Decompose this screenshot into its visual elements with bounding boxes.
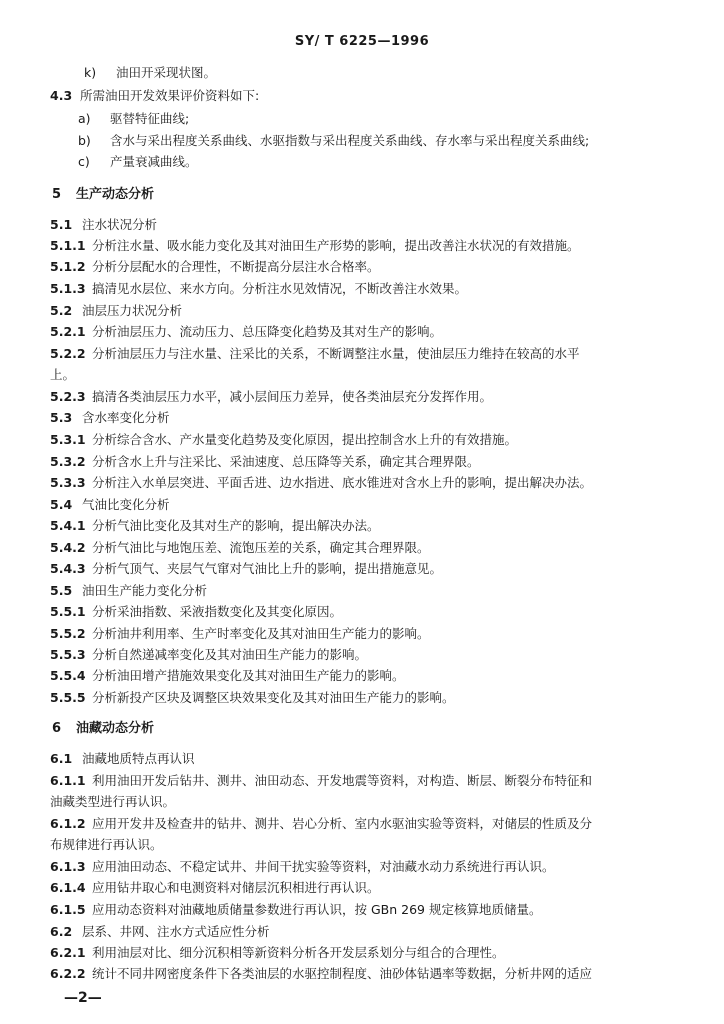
clause-6-2-1: 6.2.1 利用油层对比、细分沉积相等新资料分析各开发层系划分与组合的合理性。 [50,945,505,960]
section-5-heading: 5 生产动态分析 [52,187,155,202]
clause-5-4: 5.4 气油比变化分析 [50,497,170,512]
clause-6-1-2: 6.1.2 应用开发井及检查井的钻井、测井、岩心分析、室内水驱油实验等资料，对储层的性质及分 [50,816,593,831]
clause-5-5-3: 5.5.3 分析自然递减率变化及其对油田生产能力的影响。 [50,647,368,662]
clause-6-1-1: 6.1.1 利用油田开发后钻井、测井、油田动态、开发地震等资料，对构造、断层、断裂分布特征和 [50,773,593,788]
clause-5-1-3: 5.1.3 搞清见水层位、来水方向。分析注水见效情况，不断改善注水效果。 [50,281,468,296]
clause-5-2-2-cont: 上。 [50,367,76,382]
clause-5-2-3: 5.2.3 搞清各类油层压力水平，减小层间压力差异，使各类油层充分发挥作用。 [50,389,493,404]
list-item-c: c) 产量衰减曲线。 [78,154,198,169]
clause-6-2-2: 6.2.2 统计不同井网密度条件下各类油层的水驱控制程度、油砂体钻遇率等数据，分析井网的适应 [50,966,593,981]
clause-4-3: 4.3 所需油田开发效果评价资料如下: [50,88,260,103]
page-header: SY/ T 6225—1996 [294,34,430,49]
clause-6-1-3: 6.1.3 应用油田动态、不稳定试井、井间干扰实验等资料，对油藏水动力系统进行再认识。 [50,859,555,874]
clause-5-2-2: 5.2.2 分析油层压力与注水量、注采比的关系，不断调整注水量，使油层压力维持在较高的水平 [50,346,580,361]
clause-5-3-2: 5.3.2 分析含水上升与注采比、采油速度、总压降等关系，确定其合理界限。 [50,454,480,469]
clause-5-5-2: 5.5.2 分析油井利用率、生产时率变化及其对油田生产能力的影响。 [50,626,430,641]
clause-6-2: 6.2 层系、井网、注水方式适应性分析 [50,924,270,939]
clause-5-5: 5.5 油田生产能力变化分析 [50,583,208,598]
clause-5-2-1: 5.2.1 分析油层压力、流动压力、总压降变化趋势及其对生产的影响。 [50,324,443,339]
clause-6-1-5: 6.1.5 应用动态资料对油藏地质储量参数进行再认识，按 GBn 269 规定核算地质储量。 [50,902,542,917]
clause-6-1-2-cont: 布规律进行再认识。 [50,837,163,852]
clause-5-4-3: 5.4.3 分析气顶气、夹层气气窜对气油比上升的影响，提出措施意见。 [50,561,443,576]
list-item-k: k) 油田开采现状图。 [84,65,217,80]
page-number: —2— [64,990,102,1006]
clause-6-1: 6.1 油藏地质特点再认识 [50,751,195,766]
clause-5-5-4: 5.5.4 分析油田增产措施效果变化及其对油田生产能力的影响。 [50,668,405,683]
clause-5-1-1: 5.1.1 分析注水量、吸水能力变化及其对油田生产形势的影响，提出改善注水状况的有效措施。 [50,238,580,253]
list-item-b: b) 含水与采出程度关系曲线、水驱指数与采出程度关系曲线、存水率与采出程度关系曲线; [78,133,590,148]
clause-5-4-1: 5.4.1 分析气油比变化及其对生产的影响，提出解决办法。 [50,518,380,533]
clause-5-3-3: 5.3.3 分析注入水单层突进、平面舌进、边水指进、底水锥进对含水上升的影响，提出解决办法。 [50,475,593,490]
section-6-heading: 6 油藏动态分析 [52,721,155,736]
clause-6-1-1-cont: 油藏类型进行再认识。 [50,794,176,809]
clause-5-1-2: 5.1.2 分析分层配水的合理性，不断提高分层注水合格率。 [50,259,380,274]
clause-5-5-1: 5.5.1 分析采油指数、采液指数变化及其变化原因。 [50,604,343,619]
clause-5-5-5: 5.5.5 分析新投产区块及调整区块效果变化及其对油田生产能力的影响。 [50,690,455,705]
clause-5-3-1: 5.3.1 分析综合含水、产水量变化趋势及变化原因，提出控制含水上升的有效措施。 [50,432,518,447]
clause-5-2: 5.2 油层压力状况分析 [50,303,183,318]
clause-5-3: 5.3 含水率变化分析 [50,410,170,425]
clause-6-1-4: 6.1.4 应用钻井取心和电测资料对储层沉积相进行再认识。 [50,880,380,895]
clause-5-4-2: 5.4.2 分析气油比与地饱压差、流饱压差的关系，确定其合理界限。 [50,540,430,555]
clause-5-1: 5.1 注水状况分析 [50,217,158,232]
list-item-a: a) 驱替特征曲线; [78,111,190,126]
